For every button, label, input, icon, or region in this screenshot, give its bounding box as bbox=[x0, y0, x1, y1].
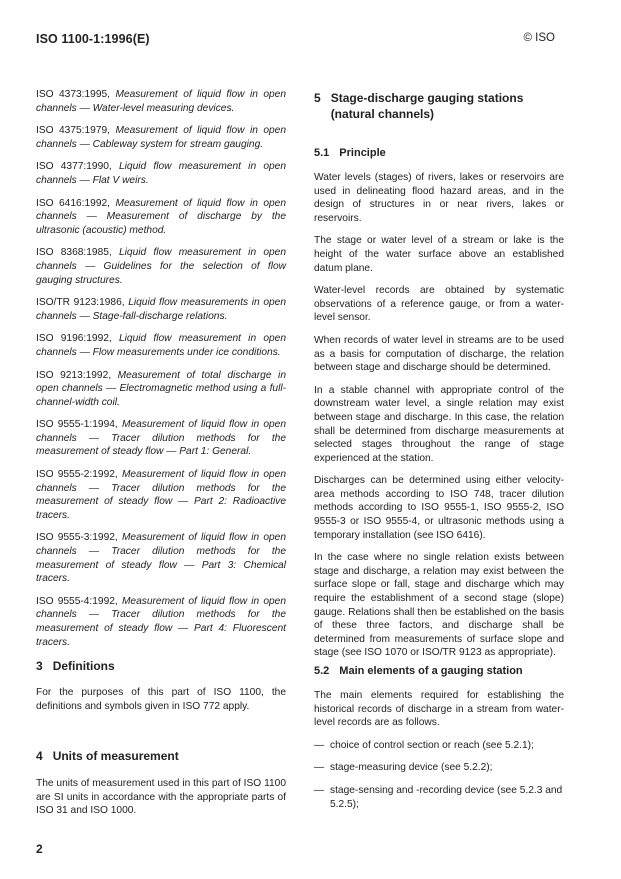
paragraph: When records of water level in streams are to be used as a basis for computation of discharge, the relation between stage and discharge should be determined. bbox=[314, 334, 564, 374]
reference-item: ISO 9555-2:1992, Measurement of liquid flow in open channels — Tracer dilution methods for the measurement of steady flow — Part 2: Radioactive tracers. bbox=[36, 469, 286, 521]
section-heading: 5 Stage-discharge gauging stations (natural channels) bbox=[314, 91, 524, 121]
section-text: The units of measurement used in this part of ISO 1100 are SI units in accordance with the appropriate parts of ISO 31 and ISO 1000. bbox=[36, 778, 286, 817]
paragraph: In a stable channel with appropriate control of the downstream water level, a single relation may exist between stage and discharge. In this case, the relation shall be determined from discharge measurements at selected stages throughout the range of stage experienced at the station. bbox=[314, 384, 564, 464]
reference-item: ISO 9555-1:1994, Measurement of liquid flow in open channels — Tracer dilution methods for the measurement of steady flow — Part 1: General. bbox=[36, 419, 286, 458]
reference-item: ISO 9213:1992, Measurement of total discharge in open channels — Electromagnetic method using a full-channel-width coil. bbox=[36, 369, 286, 408]
list-item: — stage-sensing and -recording device (see 5.2.3 and 5.2.5); bbox=[314, 784, 563, 810]
paragraph: Water-level records are obtained by systematic observations of a reference gauge, or from a water-level sensor. bbox=[314, 285, 564, 324]
section-units bbox=[36, 748, 286, 818]
section-main-elements bbox=[314, 664, 564, 820]
reference-item: ISO 4377:1990, Liquid flow measurement in open channels — Flat V weirs. bbox=[36, 161, 286, 186]
principle-body bbox=[314, 171, 564, 660]
reference-item: ISO 9555-3:1992, Measurement of liquid flow in open channels — Tracer dilution methods for the measurement of steady flow — Part 3: Chemical tracers. bbox=[36, 532, 286, 585]
section-text: For the purposes of this part of ISO 1100, the definitions and symbols given in ISO 772 apply. bbox=[36, 687, 286, 712]
reference-item: ISO 4375:1979, Measurement of liquid flow in open channels — Cableway system for stream gauging. bbox=[36, 125, 286, 150]
reference-item: ISO 6416:1992, Measurement of liquid flow in open channels — Measurement of discharge by the ultrasonic (acoustic) method. bbox=[36, 197, 286, 236]
paragraph: The main elements required for establishing the historical records of discharge in a stream from water-level records are as follows. bbox=[314, 690, 564, 729]
subsection-heading: 5.1 Principle bbox=[314, 147, 386, 159]
copyright-mark: © ISO bbox=[523, 32, 555, 44]
right-column bbox=[314, 90, 564, 669]
section-heading: 3 Definitions bbox=[36, 659, 115, 673]
left-column bbox=[36, 88, 286, 658]
standard-designation: ISO 1100-1:1996(E) bbox=[36, 32, 150, 46]
paragraph: Discharges can be determined using either velocity-area methods according to ISO 748, tracer dilution methods according to ISO 9555-1, ISO 9555-2, ISO 9555-3 or ISO 9555-4, or ultrasonic methods using a temporary installation (see ISO 6416). bbox=[314, 475, 564, 541]
section-heading: 4 Units of measurement bbox=[36, 749, 179, 763]
section-definitions bbox=[36, 658, 286, 713]
reference-item: ISO 4373:1995, Measurement of liquid flow in open channels — Water-level measuring devices. bbox=[36, 89, 286, 114]
reference-item: ISO/TR 9123:1986, Liquid flow measurements in open channels — Stage-fall-discharge relations. bbox=[36, 297, 286, 322]
paragraph: The stage or water level of a stream or lake is the height of the water surface above an established datum plane. bbox=[314, 235, 564, 274]
reference-list bbox=[36, 88, 286, 649]
list-item: — choice of control section or reach (see 5.2.1); bbox=[314, 739, 534, 751]
paragraph: In the case where no single relation exists between stage and discharge, a relation may exist between the surface slope or fall, stage and discharge which may require the establishment of a second stage (slope) gauge. Relations shall then be established on the basis of these three factors, and discharge shall be determined from measurements of surface slope and stage (see ISO 1070 or ISO/TR 9123 as appropriate). bbox=[314, 552, 564, 659]
list-item: — stage-measuring device (see 5.2.2); bbox=[314, 762, 493, 774]
reference-item: ISO 8368:1985, Liquid flow measurement in open channels — Guidelines for the selection of flow gauging structures. bbox=[36, 247, 286, 286]
reference-item: ISO 9196:1992, Liquid flow measurement in open channels — Flow measurements under ice conditions. bbox=[36, 333, 286, 358]
reference-item: ISO 9555-4:1992, Measurement of liquid flow in open channels — Tracer dilution methods for the measurement of steady flow — Part 4: Fluorescent tracers. bbox=[36, 595, 286, 648]
subsection-heading: 5.2 Main elements of a gauging station bbox=[314, 665, 523, 677]
page-number: 2 bbox=[36, 842, 43, 856]
paragraph: Water levels (stages) of rivers, lakes or reservoirs are used in delineating flood hazard areas, and in the design of structures in or near rivers, lakes or reservoirs. bbox=[314, 172, 564, 224]
